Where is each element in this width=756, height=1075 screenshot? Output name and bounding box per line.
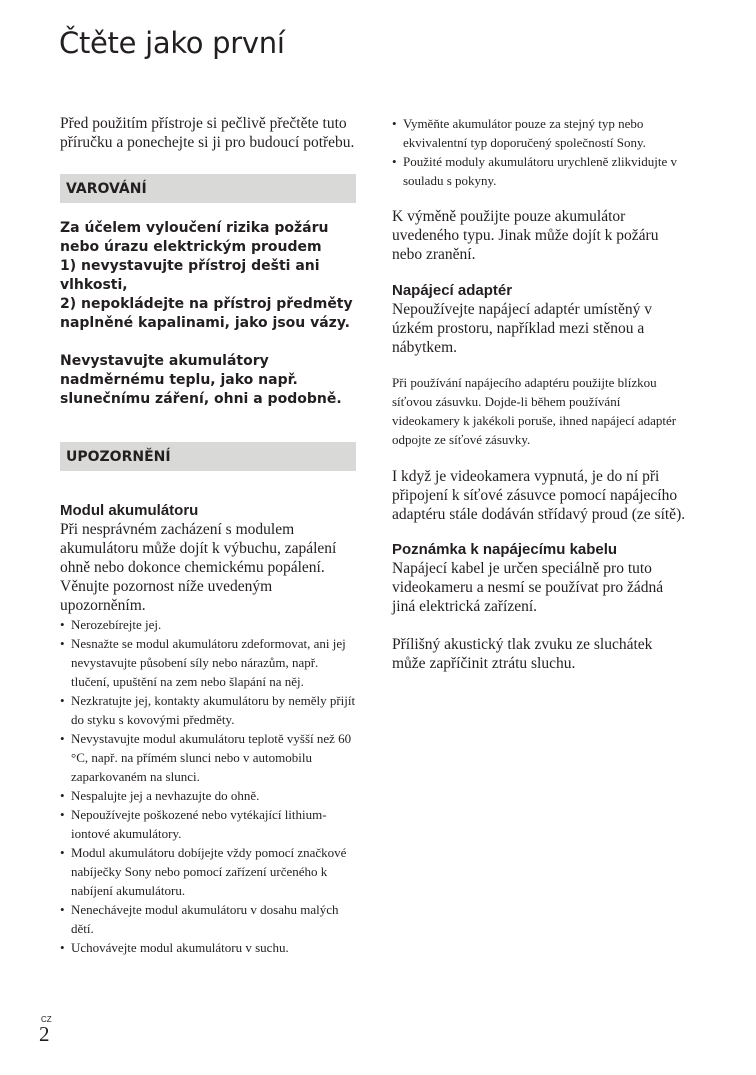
replacement-bullet-list xyxy=(392,114,688,190)
list-item: • Nerozebírejte jej. xyxy=(60,615,356,634)
left-column xyxy=(60,114,356,957)
caution-band xyxy=(60,442,356,471)
warning-label: VAROVÁNÍ xyxy=(66,180,147,197)
right-column xyxy=(392,114,688,673)
caution-label: UPOZORNĚNÍ xyxy=(66,448,171,465)
replacement-paragraph: K výměně použijte pouze akumulátor uvedeného typu. Jinak může dojít k požáru nebo zranění. xyxy=(392,208,659,263)
adapter-paragraph: Nepoužívejte napájecí adaptér umístěný v úzkém prostoru, například mezi stěnou a nábytkem. xyxy=(392,301,652,356)
adapter-heading: Napájecí adaptér xyxy=(392,282,513,299)
battery-heading: Modul akumulátoru xyxy=(60,502,199,519)
list-item: • Nevystavujte modul akumulátoru teplotě vyšší než 60 °C, např. na přímém slunci nebo v automobilu zaparkovaném na slunci. xyxy=(60,729,356,786)
list-item: • Nezkratujte jej, kontakty akumulátoru by neměly přijít do styku s kovovými předměty. xyxy=(60,691,356,729)
list-item: • Uchovávejte modul akumulátoru v suchu. xyxy=(60,938,356,957)
list-item: • Modul akumulátoru dobíjejte vždy pomocí značkové nabíječky Sony nebo pomocí zařízení určeného k nabíjení akumulátoru. xyxy=(60,843,356,900)
hearing-warning-paragraph: Přílišný akustický tlak zvuku ze sluchátek může zapříčinit ztrátu sluchu. xyxy=(392,636,653,672)
warning-text-1: Za účelem vyloučení rizika požáru nebo úrazu elektrickým proudem 1) nevystavujte přístroj dešti ani vlhkosti, 2) nepokládejte na přístroj předměty naplněné kapalinami, jako jsou vázy. xyxy=(60,220,353,331)
intro-paragraph: Před použitím přístroje si pečlivě přečtěte tuto příručku a ponechejte si ji pro budoucí potřebu. xyxy=(60,115,355,151)
battery-bullet-list xyxy=(60,615,356,957)
list-item: • Vyměňte akumulátor pouze za stejný typ nebo ekvivalentní typ doporučený společností Sony. xyxy=(392,114,688,152)
battery-paragraph: Při nesprávném zacházení s modulem akumulátoru může dojít k výbuchu, zapálení ohně nebo dokonce chemickému popálení. Věnujte pozornost níže uvedeným upozorněním. xyxy=(60,521,337,614)
cable-heading: Poznámka k napájecímu kabelu xyxy=(392,541,618,558)
page-title: Čtěte jako první xyxy=(59,26,285,60)
list-item: • Nespalujte jej a nevhazujte do ohně. xyxy=(60,786,356,805)
list-item: • Použité moduly akumulátoru urychleně zlikvidujte v souladu s pokyny. xyxy=(392,152,688,190)
warning-text-2: Nevystavujte akumulátory nadměrnému teplu, jako např. slunečnímu záření, ohni a podobně. xyxy=(60,353,342,407)
adapter-paragraph-3: I když je videokamera vypnutá, je do ní při připojení k síťové zásuvce pomocí napájecího adaptéru stále dodáván střídavý proud (ze sítě). xyxy=(392,468,686,523)
list-item: • Nepoužívejte poškozené nebo vytékající lithium-iontové akumulátory. xyxy=(60,805,356,843)
language-code: CZ xyxy=(41,1015,52,1024)
warning-band xyxy=(60,174,356,203)
list-item: • Nenechávejte modul akumulátoru v dosahu malých dětí. xyxy=(60,900,356,938)
page-number: 2 xyxy=(39,1022,50,1046)
cable-paragraph: Napájecí kabel je určen speciálně pro tuto videokameru a nesmí se používat pro žádná jiná elektrická zařízení. xyxy=(392,560,664,615)
list-item: • Nesnažte se modul akumulátoru zdeformovat, ani jej nevystavujte působení síly nebo nárazům, např. tlučení, upuštění na zem nebo šlapání na něj. xyxy=(60,634,356,691)
adapter-paragraph-2: Při používání napájecího adaptéru použijte blízkou síťovou zásuvku. Dojde-li během používání videokamery k jakékoli poruše, ihned napájecí adaptér odpojte ze síťové zásuvky. xyxy=(392,375,677,447)
